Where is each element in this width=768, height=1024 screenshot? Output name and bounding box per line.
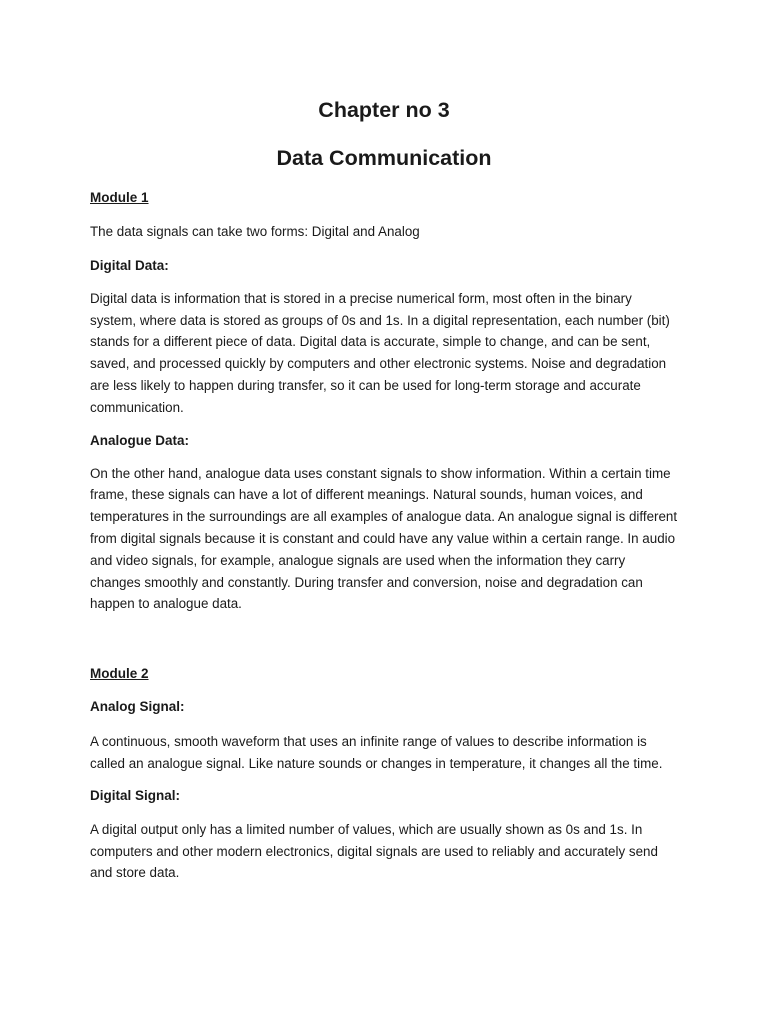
digital-signal-heading: Digital Signal: [90, 787, 181, 803]
analog-signal-paragraph: A continuous, smooth waveform that uses an infinite range of values to describe information is called an analogue signal. Like nature sounds or changes in temperature, it changes all the time. [90, 734, 663, 771]
analog-signal-heading: Analog Signal: [90, 699, 185, 715]
module-1-section [90, 189, 678, 615]
module-2-label: Module 2 [90, 666, 149, 682]
chapter-title: Chapter no 3 [318, 98, 450, 122]
digital-data-heading: Digital Data: [90, 257, 169, 273]
module-1-intro: The data signals can take two forms: Digital and Analog [90, 224, 420, 239]
analogue-data-heading: Analogue Data: [90, 432, 190, 448]
module-1-label: Module 1 [90, 190, 149, 205]
digital-data-paragraph: Digital data is information that is stored in a precise numerical form, most often in the binary system, where data is stored as groups of 0s and 1s. In a digital representation, each number (bit) stands for a different piece of data. Digital data is accurate, simple to change, and can be sent, saved, and processed quickly by computers and other electronic systems. Noise and degradation are less likely to happen during transfer, so it can be used for long-term storage and accurate communication. [90, 290, 670, 415]
digital-signal-paragraph: A digital output only has a limited number of values, which are usually shown as 0s and 1s. In computers and other modern electronics, digital signals are used to reliably and accurately send and store data. [90, 821, 658, 881]
subject-title: Data Communication [276, 146, 492, 170]
analogue-data-paragraph: On the other hand, analogue data uses constant signals to show information. Within a certain time frame, these signals can have a lot of different meanings. Natural sounds, human voices, and temperatures in the surroundings are all examples of analogue data. An analogue signal is different from digital signals because it is constant and could have any value within a certain range. In audio and video signals, for example, analogue signals are used when the information they carry changes smoothly and constantly. During transfer and conversion, noise and degradation can happen to analogue data. [90, 465, 678, 612]
module-2-section [90, 665, 678, 884]
